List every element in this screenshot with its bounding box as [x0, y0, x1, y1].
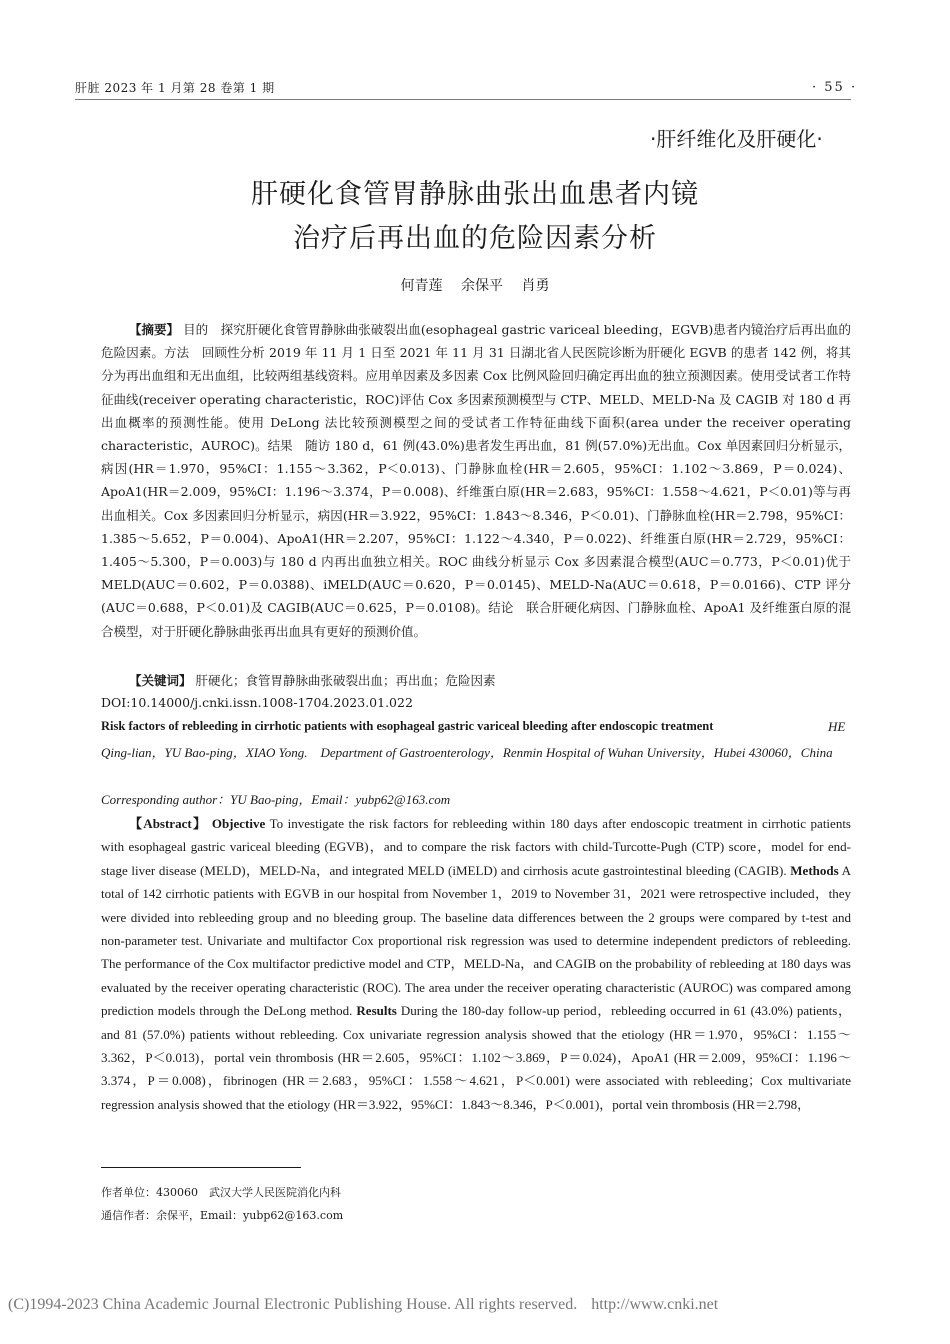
- journal-header: 肝脏 2023 年 1 月第 28 卷第 1 期: [75, 81, 275, 95]
- section-heading: ·肝纤维化及肝硬化·: [650, 127, 823, 151]
- footnote-affiliation: 作者单位：430060 武汉大学人民医院消化内科: [101, 1186, 341, 1199]
- results-text: During the 180-day follow-up period，rebleeding occurred in 61 (43.0%) patients，and 81 (57.0%) patients without rebleeding. Cox univariate regression analysis showed that the etiology (HR＝1.970，95%CI：1.155～3.362，P＜0.013)，portal vein thrombosis (HR＝2.605，95%CI：1.102～3.869，P＝0.024)，ApoA1 (HR＝2.009，95%CI：1.196～3.374，P＝0.008)，fibrinogen (HR＝2.683，95%CI：1.558～4.621，P＜0.001) were associated with rebleeding；Cox multivariate regression analysis showed that the etiology (HR＝3.922，95%CI：1.843～8.346，P＜0.001)，portal vein thrombosis (HR＝2.798，: [101, 1003, 851, 1112]
- abstract-label: 【摘要】: [129, 322, 180, 337]
- english-authors-affiliation: Qing-lian，YU Bao-ping，XIAO Yong. Department of Gastroenterology，Renmin Hospital of Wuhan University，Hubei 430060，China: [101, 745, 833, 760]
- english-abstract-label: 【Abstract】: [129, 816, 208, 831]
- author-3: 肖勇: [521, 278, 550, 294]
- abstract-chinese: [101, 318, 851, 643]
- header-rule: [75, 99, 851, 100]
- methods-text: A total of 142 cirrhotic patients with EGVB in our hospital from November 1，2019 to November 31，2021 were retrospective included，they were divided into rebleeding group and no bleeding group. The baseline data differences between the 2 groups were compared by t-test and non-parameter test. Univariate and multifactor Cox proportional risk regression was used to determine independent predictors of rebleeding. The performance of the Cox multifactor predictive model and CTP，MELD-Na，and CAGIB on the probability of rebleeding at 180 days was evaluated by the receiver operating characteristic (ROC). The area under the receiver operating characteristic (AUROC) was compared among prediction models through the DeLong method.: [101, 862, 852, 1019]
- english-corresponding-author: Corresponding author：YU Bao-ping，Email：yubp62@163.com: [101, 792, 451, 807]
- page-number: · 55 ·: [812, 80, 858, 95]
- objective-label: Objective: [211, 816, 266, 831]
- methods-label: Methods: [790, 862, 839, 878]
- footnote-rule: [101, 1167, 301, 1168]
- objective-text: To investigate the risk factors for rebleeding within 180 days after endoscopic treatment in cirrhotic patients with esophageal gastric variceal bleeding (EGVB)，and to compare the risk factors with child-Turcotte-Pugh (CTP) score，model for end-stage liver disease (MELD)，MELD-Na，and integrated MELD (iMELD) and cirrhosis acute gastrointestinal bleeding (CAGIB).: [101, 816, 851, 878]
- footnote-corresponding: 通信作者：余保平，Email：yubp62@163.com: [101, 1209, 344, 1222]
- keywords: [101, 671, 851, 689]
- doi: DOI:10.14000/j.cnki.issn.1008-1704.2023.01.022: [101, 695, 413, 710]
- article-title-line-2: 治疗后再出血的危险因素分析: [293, 223, 657, 254]
- keywords-text: 肝硬化；食管胃静脉曲张破裂出血；再出血；危险因素: [191, 673, 496, 688]
- copyright-notice: [8, 1296, 718, 1314]
- author-list: [0, 275, 950, 295]
- copyright-text: (C)1994-2023 China Academic Journal Electronic Publishing House. All rights reserved.: [8, 1296, 578, 1313]
- cnki-link[interactable]: http://www.cnki.net: [591, 1296, 719, 1313]
- abstract-chinese-text: 目的 探究肝硬化食管胃静脉曲张破裂出血(esophageal gastric variceal bleeding，EGVB)患者内镜治疗后再出血的危险因素。方法 回顾性分析 2019 年 11 月 1 日至 2021 年 11 月 31 日湖北省人民医院诊断为肝硬化 EGVB 的患者 142 例，将其分为再出血组和无出血组，比较两组基线资料。应用单因素及多因素 Cox 比例风险回归确定再出血的独立预测因素。使用受试者工作特征曲线(receiver operating characteristic，ROC)评估 Cox 多因素预测模型与 CTP、MELD、MELD-Na 及 CAGIB 对 180 d 再出血概率的预测性能。使用 DeLong 法比较预测模型之间的受试者工作特征曲线下面积(area under the receiver operating characteristic，AUROC)。结果 随访 180 d，61 例(43.0%)患者发生再出血，81 例(57.0%)无出血。Cox 单因素回归分析显示，病因(HR＝1.970，95%CI：1.155～3.362，P＜0.013)、门静脉血栓(HR＝2.605，95%CI：1.102～3.869，P＝0.024)、ApoA1(HR＝2.009，95%CI：1.196～3.374，P＝0.008)、纤维蛋白原(HR＝2.683，95%CI：1.558～4.621，P＜0.01)等与再出血相关。Cox 多因素回归分析显示，病因(HR＝3.922，95%CI：1.843～8.346，P＜0.01)、门静脉血栓(HR＝2.798，95%CI：1.385～5.652，P＝0.004)、ApoA1(HR＝2.207，95%CI：1.122～4.340，P＝0.022)、纤维蛋白原(HR＝2.729，95%CI：1.405～5.300，P＝0.003)与 180 d 内再出血独立相关。ROC 曲线分析显示 Cox 多因素混合模型(AUC＝0.773，P＜0.01)优于 MELD(AUC＝0.602，P＝0.0388)、iMELD(AUC＝0.620，P＝0.0145)、MELD-Na(AUC＝0.618，P＝0.0166)、CTP 评分(AUC＝0.688，P＜0.01)及 CAGIB(AUC＝0.625，P＝0.0108)。结论 联合肝硬化病因、门静脉血栓、ApoA1 及纤维蛋白原的混合模型，对于肝硬化静脉曲张再出血具有更好的预测价值。: [101, 322, 851, 639]
- abstract-english: [101, 812, 851, 1116]
- results-label: Results: [356, 1003, 397, 1019]
- author-1: 何青莲: [400, 278, 443, 294]
- english-title: Risk factors of rebleeding in cirrhotic patients with esophageal gastric variceal bleeding after endoscopic treatment: [101, 719, 714, 733]
- author-2: 余保平: [461, 278, 503, 294]
- article-title-line-1: 肝硬化食管胃静脉曲张出血患者内镜: [251, 179, 699, 210]
- english-first-author: HE: [828, 719, 846, 734]
- keywords-label: 【关键词】: [129, 673, 192, 688]
